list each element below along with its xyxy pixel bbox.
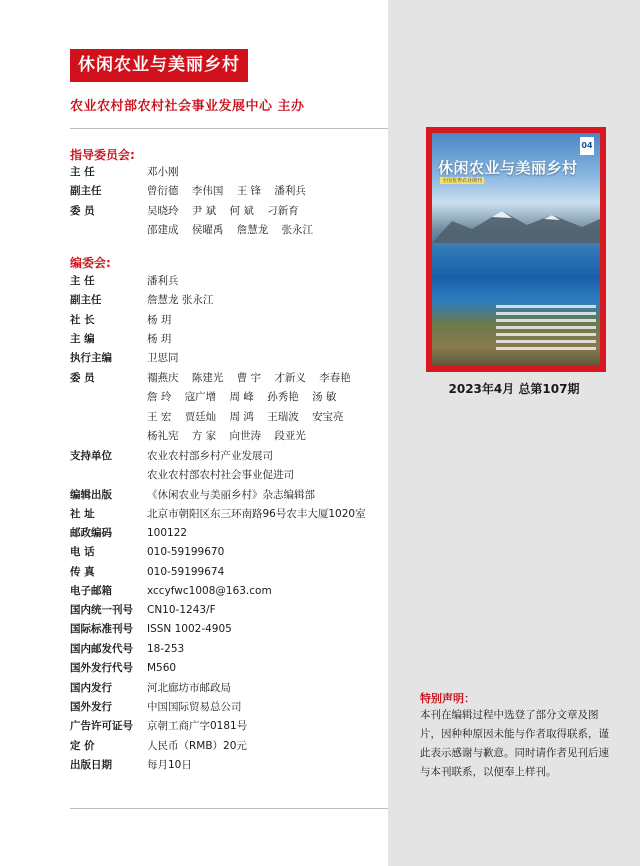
person-name: 孙秀艳	[267, 391, 299, 403]
info-label: 国内邮发代号	[70, 643, 133, 655]
person-name: 王瑞波	[267, 411, 299, 423]
row-value: 卫思同	[147, 352, 179, 364]
info-label: 编辑出版	[70, 489, 112, 501]
person-name: 周 鸿	[229, 411, 254, 423]
row-names	[147, 427, 316, 445]
mountain-illustration	[432, 203, 600, 243]
cover-headlines	[496, 305, 596, 354]
person-name: 段亚光	[274, 430, 306, 442]
row-label: 执行主编	[70, 352, 112, 364]
person-name: 侯曜禹	[191, 224, 224, 236]
person-name: 邓小刚	[147, 166, 179, 178]
info-label: 电 话	[70, 546, 95, 558]
person-name: 贾廷灿	[184, 411, 217, 423]
person-name: 刁新育	[267, 205, 299, 217]
row-label: 委 员	[70, 372, 95, 384]
row-names	[147, 202, 309, 220]
row-label: 主 任	[70, 166, 95, 178]
row-names	[147, 388, 346, 406]
info-value: xccyfwc1008@163.com	[147, 585, 272, 597]
person-name: 方 家	[191, 430, 217, 442]
info-value: 北京市朝阳区东三环南路96号农丰大厦1020室	[147, 508, 366, 520]
editorial-board-title: 编委会:	[70, 256, 111, 270]
row-value: 詹慧龙 张永江	[147, 294, 214, 306]
info-value: 中国国际贸易总公司	[147, 701, 242, 713]
info-value: M560	[147, 662, 177, 674]
info-value: 010-59199670	[147, 546, 225, 558]
info-value: 每月10日	[147, 759, 192, 771]
info-label: 广告许可证号	[70, 720, 133, 732]
person-name: 王 锋	[236, 185, 262, 197]
info-value: 农业农村部农村社会事业促进司	[147, 469, 294, 481]
person-name: 尹 斌	[191, 205, 217, 217]
info-label: 国内统一刊号	[70, 604, 133, 616]
info-value: 人民币（RMB）20元	[147, 740, 247, 752]
row-value: 杨 玥	[147, 314, 172, 326]
person-name: 陈建光	[191, 372, 224, 384]
person-name: 潘利兵	[274, 185, 306, 197]
info-label: 支持单位	[70, 450, 112, 462]
row-value: 潘利兵	[147, 275, 179, 287]
info-value: 农业农村部乡村产业发展司	[147, 450, 273, 462]
info-label: 社 址	[70, 508, 95, 520]
person-name: 吴晓玲	[147, 205, 179, 217]
row-label: 副主任	[70, 294, 102, 306]
person-name: 李春艳	[319, 372, 351, 384]
person-name: 曹 宇	[236, 372, 262, 384]
info-value: 010-59199674	[147, 566, 225, 578]
cover-issue-number: 04	[580, 137, 594, 155]
info-label: 国际标准刊号	[70, 623, 133, 635]
person-name: 安宝亮	[312, 411, 344, 423]
row-label: 社 长	[70, 314, 95, 326]
row-names	[147, 221, 323, 239]
person-name: 詹 玲	[147, 391, 172, 403]
info-label: 定 价	[70, 740, 95, 752]
sponsor-line: 农业农村部农村社会事业发展中心 主办	[70, 99, 305, 114]
bottom-divider	[70, 808, 388, 809]
row-value: 杨 玥	[147, 333, 172, 345]
cover-tag: 全国优秀农业期刊	[442, 178, 483, 184]
notice-title: 特别声明：	[420, 692, 475, 705]
row-label: 主 编	[70, 333, 95, 345]
info-label: 国外发行	[70, 701, 112, 713]
info-value: 18-253	[147, 643, 185, 655]
person-name: 邵建成	[147, 224, 179, 236]
person-name: 詹慧龙	[236, 224, 269, 236]
info-label: 国外发行代号	[70, 662, 133, 674]
person-name: 李伟国	[191, 185, 224, 197]
info-label: 国内发行	[70, 682, 112, 694]
cover-photo	[432, 133, 600, 366]
person-name: 寇广增	[184, 391, 217, 403]
info-label: 电子邮箱	[70, 585, 112, 597]
person-name: 禤燕庆	[147, 372, 179, 384]
info-value: ISSN 1002-4905	[147, 623, 232, 635]
person-name: 张永江	[281, 224, 314, 236]
cover-title: 休闲农业与美丽乡村	[438, 159, 578, 177]
info-value: 《休闲农业与美丽乡村》杂志编辑部	[147, 489, 315, 501]
person-name: 何 斌	[229, 205, 254, 217]
row-names	[147, 408, 354, 426]
cover-image	[426, 127, 606, 372]
row-label: 委 员	[70, 205, 95, 217]
info-value: CN10-1243/F	[147, 604, 216, 616]
top-divider	[70, 128, 388, 129]
info-label: 邮政编码	[70, 527, 112, 539]
notice-body: 本刊在编辑过程中选登了部分文章及图片，因种种原因未能与作者取得联系，谨此表示感谢与歉意。同时请作者见刊后速与本刊联系，以便奉上样刊。	[420, 709, 609, 778]
row-names	[147, 163, 189, 181]
row-names	[147, 369, 361, 387]
info-value: 河北廊坊市邮政局	[147, 682, 231, 694]
person-name: 才新义	[274, 372, 306, 384]
info-value: 100122	[147, 527, 188, 539]
info-value: 京朝工商广字0181号	[147, 720, 248, 732]
person-name: 杨礼宪	[147, 430, 179, 442]
row-label: 副主任	[70, 185, 102, 197]
person-name: 汤 敏	[312, 391, 337, 403]
info-label: 传 真	[70, 566, 95, 578]
steering-committee-title: 指导委员会:	[70, 148, 135, 162]
person-name: 曾衍德	[147, 185, 179, 197]
person-name: 向世涛	[229, 430, 262, 442]
row-label: 主 任	[70, 275, 95, 287]
info-label: 出版日期	[70, 759, 112, 771]
magazine-title: 休闲农业与美丽乡村	[70, 49, 248, 82]
person-name: 王 宏	[147, 411, 172, 423]
person-name: 周 峰	[229, 391, 254, 403]
row-names	[147, 182, 316, 200]
issue-caption: 2023年4月 总第107期	[448, 382, 580, 396]
